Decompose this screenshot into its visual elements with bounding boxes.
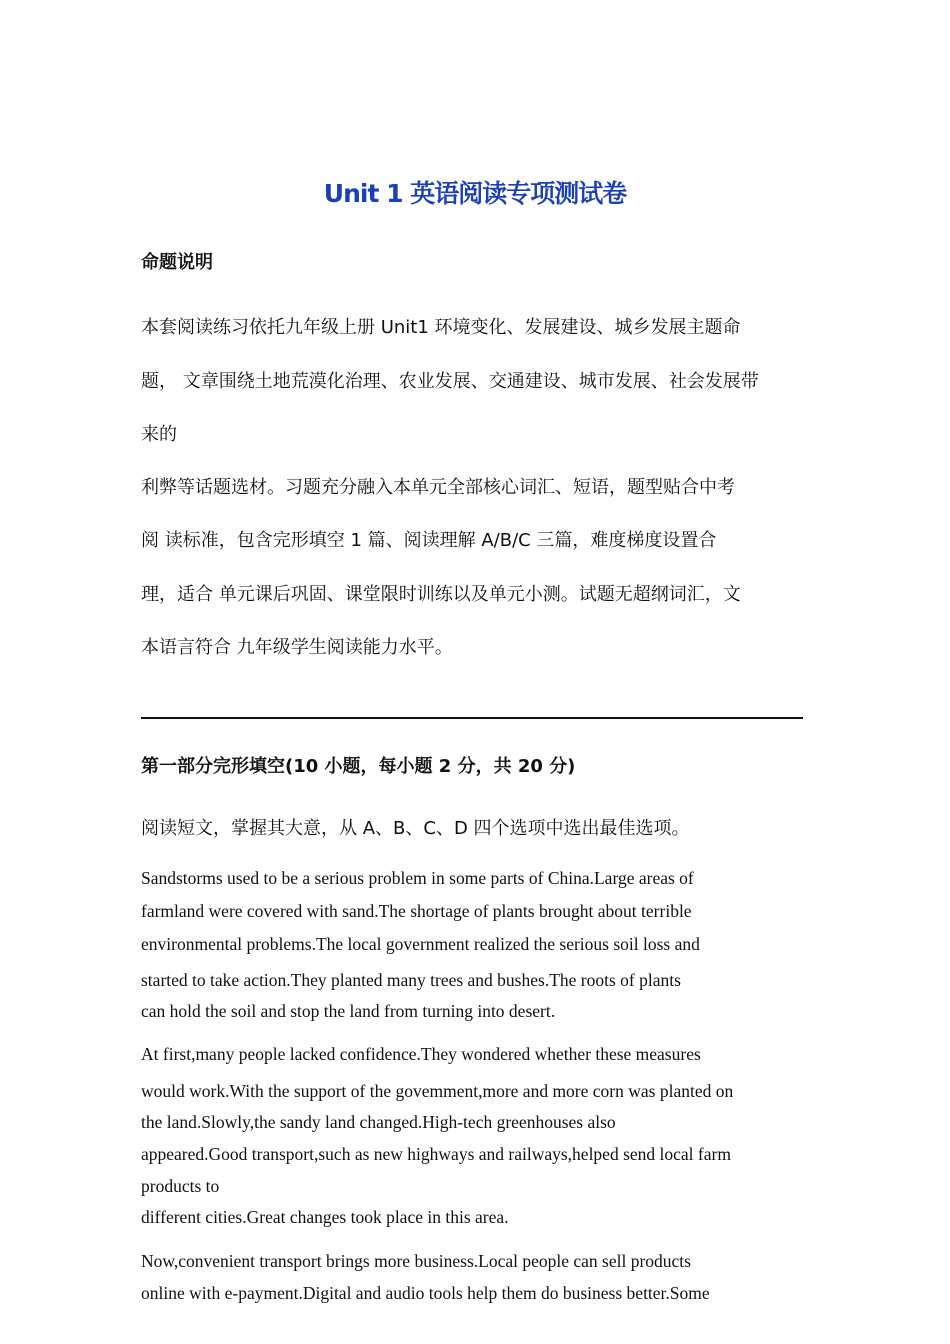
proposition-line: 题， 文章围绕土地荒漠化治理、农业发展、交通建设、城市发展、社会发展带 <box>141 371 759 392</box>
passage-line: farmland were covered with sand.The shortage of plants brought about terrible <box>141 901 692 921</box>
proposition-line: 理，适合 单元课后巩固、课堂限时训练以及单元小测。试题无超纲词汇，文 <box>141 584 741 605</box>
passage-line: products to <box>141 1176 220 1196</box>
proposition-heading: 命题说明 <box>141 252 213 273</box>
proposition-line: 阅 读标准，包含完形填空 1 篇、阅读理解 A/B/C 三篇，难度梯度设置合 <box>141 530 717 551</box>
passage-line: environmental problems.The local government realized the serious soil loss and <box>141 934 700 954</box>
proposition-line: 利弊等话题选材。习题充分融入本单元全部核心词汇、短语，题型贴合中考 <box>141 477 735 498</box>
passage-line: the land.Slowly,the sandy land changed.High-tech greenhouses also <box>141 1112 616 1132</box>
passage-line: At first,many people lacked confidence.They wondered whether these measures <box>141 1044 701 1064</box>
passage-line: can hold the soil and stop the land from turning into desert. <box>141 1001 556 1021</box>
proposition-line: 本语言符合 九年级学生阅读能力水平。 <box>141 637 453 658</box>
passage-line: would work.With the support of the govemment,more and more corn was planted on <box>141 1081 734 1101</box>
proposition-line: 本套阅读练习依托九年级上册 Unit1 环境变化、发展建设、城乡发展主题命 <box>141 317 741 338</box>
passage-line: different cities.Great changes took place in this area. <box>141 1207 509 1227</box>
proposition-line: 来的 <box>141 424 177 445</box>
section-divider <box>141 717 803 719</box>
passage-line: online with e-payment.Digital and audio tools help them do business better.Some <box>141 1283 710 1303</box>
passage-line: Now,convenient transport brings more business.Local people can sell products <box>141 1251 691 1271</box>
passage-line: Sandstorms used to be a serious problem in some parts of China.Large areas of <box>141 868 694 888</box>
passage-line: appeared.Good transport,such as new highways and railways,helped send local farm <box>141 1144 731 1164</box>
passage-line: started to take action.They planted many trees and bushes.The roots of plants <box>141 970 681 990</box>
part1-heading: 第一部分完形填空(10 小题，每小题 2 分，共 20 分) <box>141 756 576 777</box>
page-title: Unit 1 英语阅读专项测试卷 <box>323 179 627 208</box>
part1-instruction: 阅读短文，掌握其大意，从 A、B、C、D 四个选项中选出最佳选项。 <box>141 818 690 839</box>
